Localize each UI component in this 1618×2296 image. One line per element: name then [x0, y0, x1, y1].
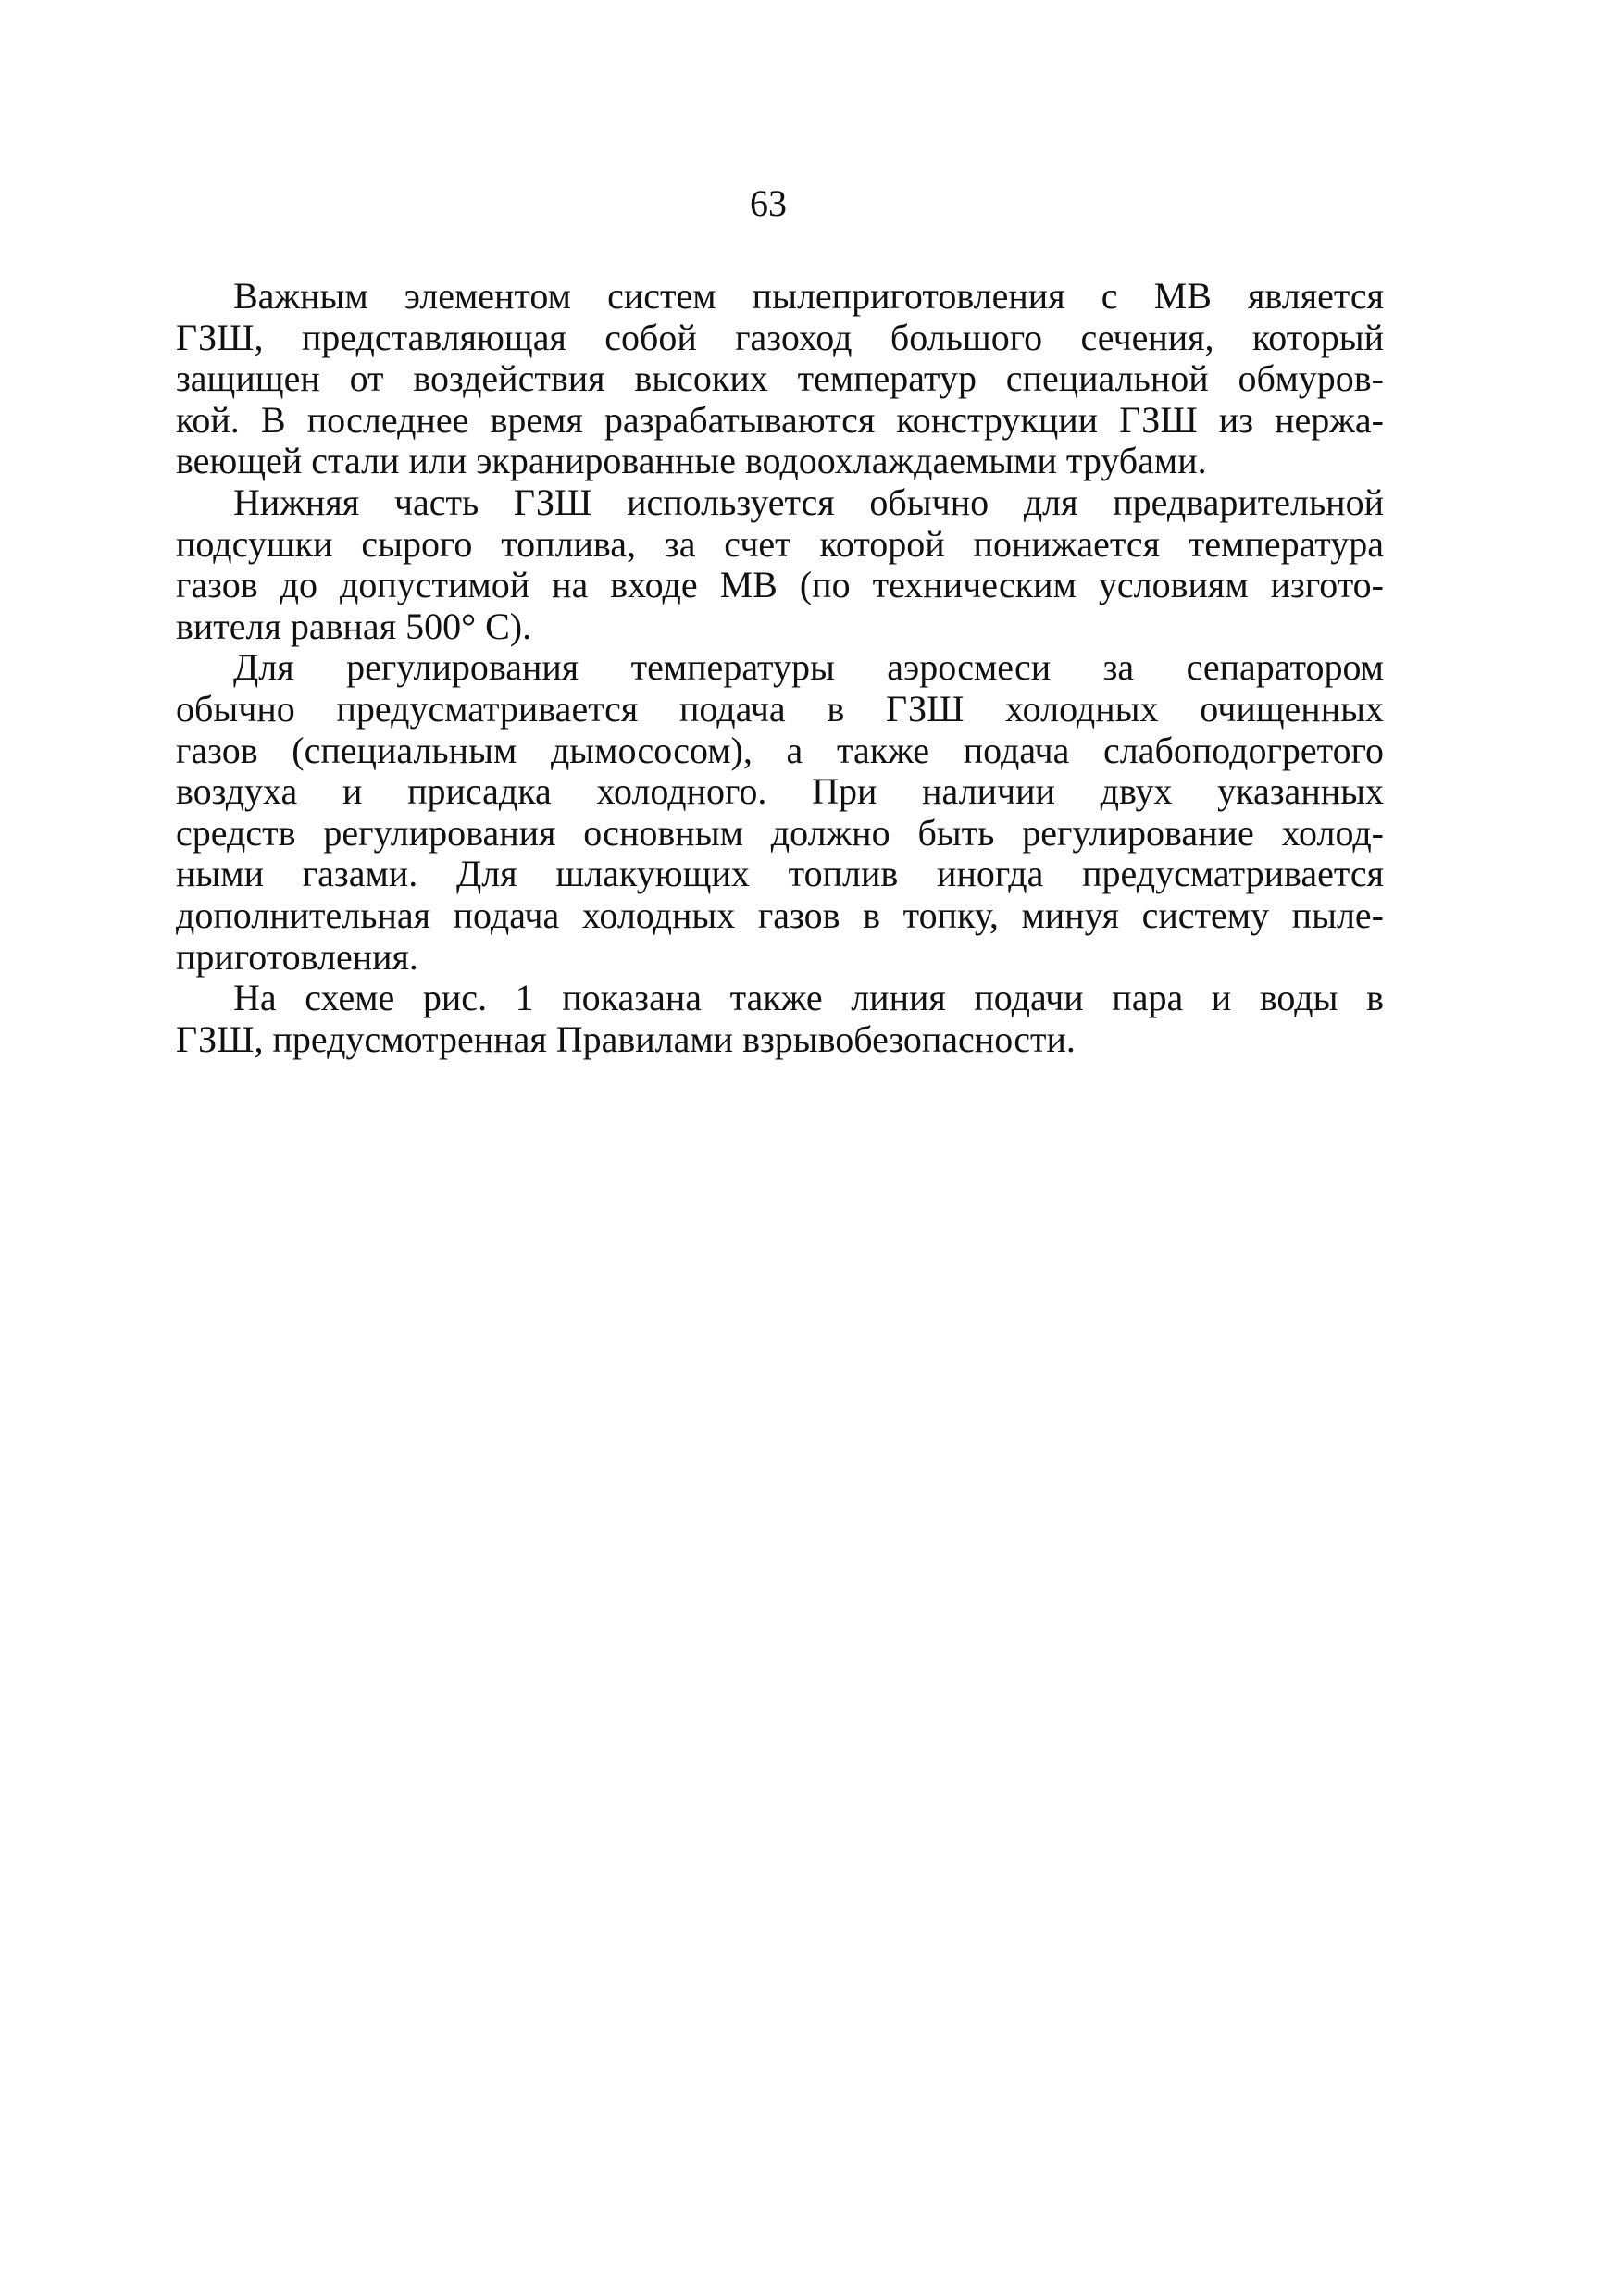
paragraph-3: [176, 647, 1384, 978]
paragraph-2: [176, 482, 1384, 647]
text-line: веющей стали или экранированные водоохлаждаемыми трубами.: [176, 440, 1207, 482]
text-line: ГЗШ, представляющая собой газоход большого сечения, который: [176, 316, 1384, 358]
text-line: Для регулирования температуры аэросмеси за сепаратором: [233, 646, 1384, 689]
paragraph-4: [176, 978, 1384, 1060]
text-line: средств регулирования основным должно быть регулирование холод-: [176, 811, 1384, 854]
text-line: Нижняя часть ГЗШ используется обычно для предварительной: [233, 480, 1384, 523]
text-line: вителя равная 500° С).: [176, 605, 532, 647]
text-line: ГЗШ, предусмотренная Правилами взрывобезопасности.: [176, 1017, 1076, 1060]
text-line: дополнительная подача холодных газов в топку, минуя систему пыле-: [176, 893, 1384, 936]
text-line: обычно предусматривается подача в ГЗШ холодных очищенных: [176, 687, 1384, 730]
text-line: кой. В последнее время разрабатываются конструкции ГЗШ из нержа-: [176, 398, 1384, 441]
text-line: газов до допустимой на входе МВ (по техническим условиям изгото-: [176, 564, 1384, 606]
paragraph-1: [176, 276, 1384, 482]
text-line: воздуха и присадка холодного. При наличии двух указанных: [176, 770, 1384, 813]
text-line: Важным элементом систем пылеприготовления с МВ является: [233, 275, 1384, 317]
body-text: [176, 276, 1384, 1060]
text-line: подсушки сырого топлива, за счет которой понижается температура: [176, 522, 1384, 565]
text-line: газов (специальным дымососом), а также подача слабоподогретого: [176, 729, 1384, 771]
text-line: защищен от воздействия высоких температур специальной обмуров-: [176, 357, 1384, 400]
page-number: 63: [750, 182, 787, 224]
text-line: приготовления.: [176, 935, 418, 978]
text-line: ными газами. Для шлакующих топлив иногда предусматривается: [176, 853, 1384, 895]
text-line: На схеме рис. 1 показана также линия подачи пара и воды в: [233, 977, 1384, 1019]
